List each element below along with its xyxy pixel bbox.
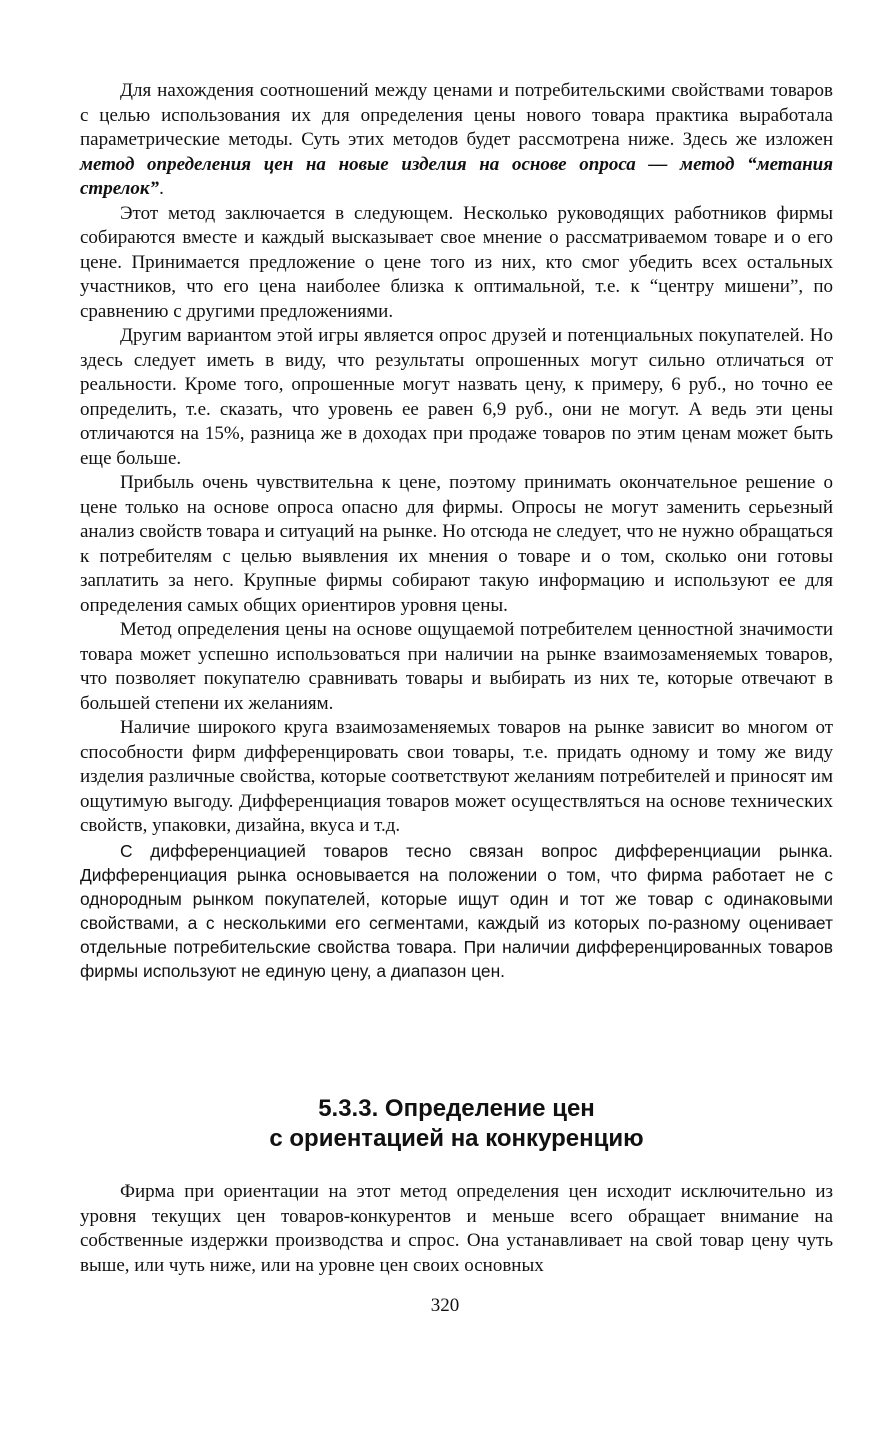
section-heading-line-1: 5.3.3. Определение цен xyxy=(318,1095,595,1122)
paragraph-7: С дифференциацией товаров тесно связан вопрос дифференциации рынка. Дифференциация рынка основывается на положении о том, что фирма работает не с однородным рынком покупателей, которые ищут один и тот же товар с одинаковыми свойствами, а с несколькими его сегментами, каждый из которых по-разному оценивает отдельные потребительские свойства товара. При наличии дифференцированных товаров фирмы используют не единую цену, а диапазон цен. xyxy=(80,840,833,981)
paragraph-2: Этот метод заключается в следующем. Несколько руководящих работников фирмы собираются вместе и каждый высказывает свое мнение о рассматриваемом товаре и о его цене. Принимается предложение о цене того из них, кто смог убедить всех остальных участников, что его цена наиболее близка к оптимальной, т.е. к “центру мишени”, по сравнению с другими предложениями. xyxy=(80,202,833,322)
paragraph-1-start: Для нахождения соотношений между ценами и потребительскими свойствами товаров с целью использования их для определения цены нового товара практика выработала параметрические методы. Суть этих методов будет рассмотрена ниже. Здесь же изложен xyxy=(80,80,833,150)
paragraph-6: Наличие широкого круга взаимозаменяемых товаров на рынке зависит во многом от способности фирм дифференцировать свои товары, т.е. придать одному и тому же виду изделия различные свойства, которые соответствуют желаниям потребителей и приносят им ощутимую выгоду. Дифференциация товаров может осуществляться на основе технических свойств, упаковки, дизайна, вкуса и т.д. xyxy=(80,717,833,836)
section-paragraph-1: Фирма при ориентации на этот метод определения цен исходит исключительно из уровня текущих цен товаров-конкурентов и меньше всего обращает внимание на собственные издержки производства и спрос. Она устанавливает на свой товар цену чуть выше, или чуть ниже, или на уровне цен своих основных xyxy=(80,1181,833,1276)
section-heading-line-2: с ориентацией на конкуренцию xyxy=(269,1125,644,1152)
paragraph-5: Метод определения цены на основе ощущаемой потребителем ценностной значимости товара может успешно использоваться при наличии на рынке взаимозаменяемых товаров, что позволяет покупателю сравнивать товары и выбирать из них те, которые отвечают в большей степени их желаниям. xyxy=(80,619,833,714)
paragraph-4: Прибыль очень чувствительна к цене, поэтому принимать окончательное решение о цене только на основе опроса опасно для фирмы. Опросы не могут заменить серьезный анализ свойств товара и ситуаций на рынке. Но отсюда не следует, что не нужно обращаться к потребителям с целью выявления их мнения о товаре и о том, сколько они готовы заплатить за него. Крупные фирмы собирают такую информацию и используют ее для определения самых общих ориентиров уровня цены. xyxy=(80,472,833,616)
body-text xyxy=(80,79,833,983)
paragraph-3: Другим вариантом этой игры является опрос друзей и потенциальных покупателей. Но здесь следует иметь в виду, что результаты опрошенных могут сильно отличаться от реальности. Кроме того, опрошенные могут назвать цену, к примеру, 6 руб., но точно ее определить, т.е. сказать, что уровень ее равен 6,9 руб., они не могут. А ведь эти цены отличаются на 15%, разница же в доходах при продаже товаров по этим ценам может быть еще больше. xyxy=(80,325,833,469)
method-name-emphasis: метод определения цен на новые изделия на основе опроса — метод “метания стрелок” xyxy=(80,153,833,199)
paragraph-1-end: . xyxy=(159,178,164,199)
section-heading xyxy=(80,1094,833,1154)
paragraph-1 xyxy=(80,79,833,202)
page-number: 320 xyxy=(430,1295,460,1316)
section-body-text xyxy=(80,1180,833,1278)
